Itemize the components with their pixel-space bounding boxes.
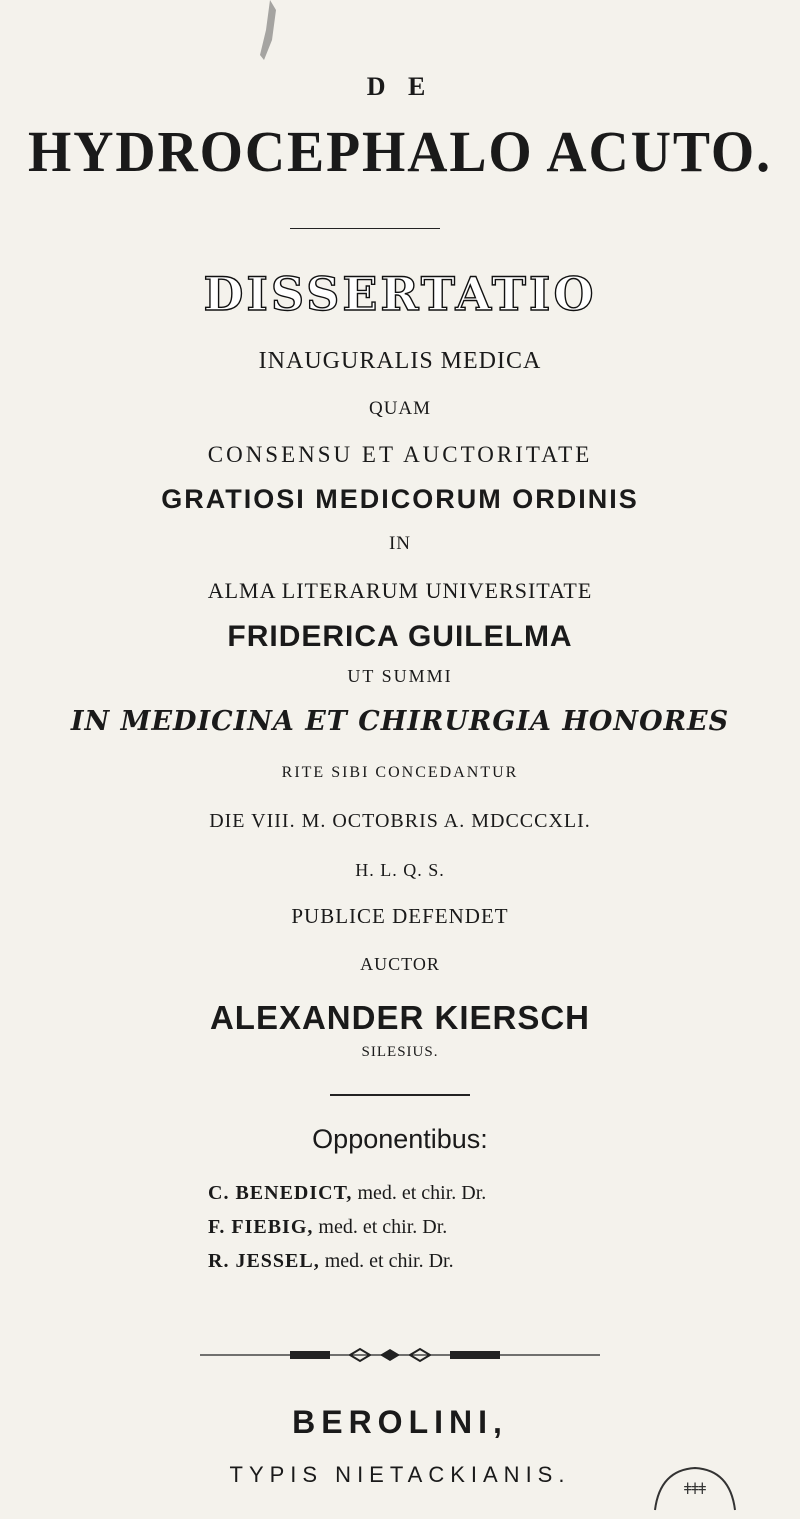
subtitle-ordinis: GRATIOSI MEDICORUM ORDINIS — [161, 484, 639, 514]
opponent-entry — [208, 1216, 447, 1239]
author-origin: SILESIUS. — [361, 1044, 439, 1060]
opponents-heading: Opponentibus: — [312, 1124, 488, 1154]
publice-defendet: PUBLICE DEFENDET — [291, 904, 509, 928]
subtitle-quam: QUAM — [368, 398, 432, 419]
opponent-name: F. FIEBIG, — [208, 1216, 314, 1238]
svg-text:ǂǂǂ: ǂǂǂ — [683, 1479, 707, 1498]
subtitle-ut-summi: UT SUMMI — [347, 666, 453, 686]
opponent-title: med. et chir. Dr. — [318, 1216, 448, 1238]
university-name: FRIDERICA GUILELMA — [227, 620, 573, 653]
subtitle-concedantur: RITE SIBI CONCEDANTUR — [281, 764, 519, 781]
auctor-label: AUCTOR — [360, 954, 440, 974]
imprint-printer: TYPIS NIETACKIANIS. — [229, 1462, 571, 1487]
defense-date: DIE VIII. M. OCTOBRIS A. MDCCCXLI. — [209, 810, 591, 832]
title-rule — [290, 228, 440, 229]
ink-smudge-mark — [240, 0, 300, 62]
author-rule — [330, 1094, 470, 1096]
opponent-entry — [208, 1182, 486, 1205]
dissertation-heading: DISSERTATIO — [203, 267, 597, 321]
author-name: ALEXANDER KIERSCH — [209, 999, 591, 1036]
ornamental-divider — [200, 1345, 600, 1365]
opponent-title: med. et chir. Dr. — [357, 1182, 487, 1204]
subtitle-in: IN — [388, 533, 412, 554]
subtitle-honores: IN MEDICINA ET CHIRURGIA HONORES — [70, 706, 730, 737]
opponent-name: R. JESSEL, — [208, 1250, 320, 1272]
opponent-title: med. et chir. Dr. — [324, 1250, 454, 1272]
title-prefix: D E — [366, 72, 434, 101]
subtitle-inauguralis: INAUGURALIS MEDICA — [258, 348, 542, 374]
subtitle-universitate: ALMA LITERARUM UNIVERSITATE — [207, 578, 593, 603]
opponent-name: C. BENEDICT, — [208, 1182, 353, 1204]
imprint-city: BEROLINI, — [292, 1404, 508, 1440]
main-title: HYDROCEPHALO ACUTO. — [28, 119, 772, 184]
subtitle-consensu: CONSENSU ET AUCTORITATE — [207, 442, 593, 467]
library-stamp-icon — [650, 1460, 740, 1519]
hlqs: H. L. Q. S. — [355, 860, 445, 880]
opponent-entry — [208, 1250, 454, 1273]
